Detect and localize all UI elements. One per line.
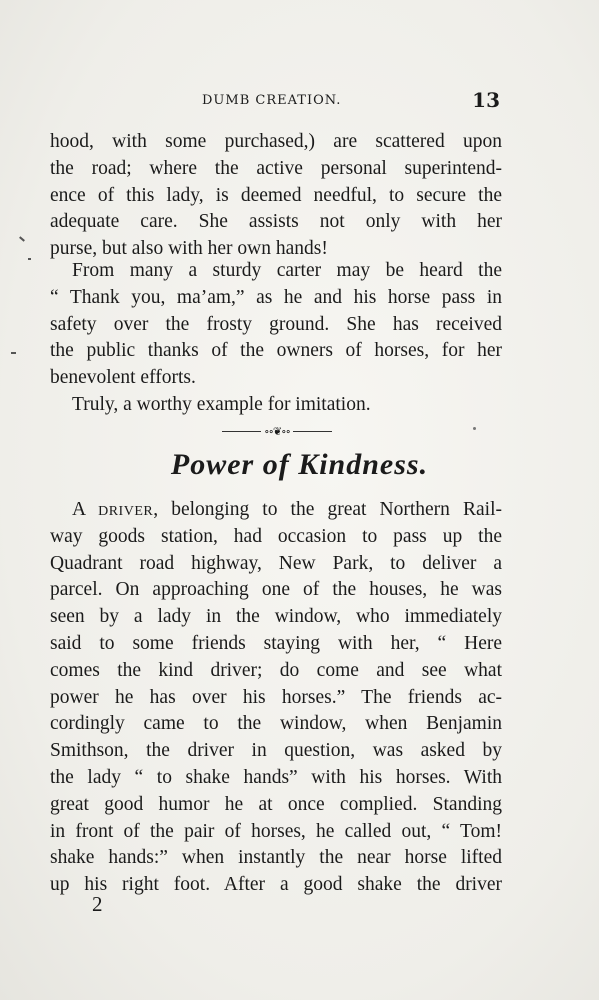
paragraph-2 <box>50 258 502 392</box>
page-number: 13 <box>472 88 500 112</box>
margin-mark <box>11 352 16 354</box>
section-ornament <box>222 423 332 439</box>
margin-mark <box>19 236 25 241</box>
ornament-flourish: ∘∘❦∘∘ <box>264 424 290 438</box>
text-line: Quadrant road highway, New Park, to deliver a <box>50 552 502 574</box>
paragraph-3 <box>50 392 502 419</box>
text-line: comes the kind driver; do come and see what <box>50 659 502 681</box>
text-line: shake hands:” when instantly the near horse lifted <box>50 847 502 869</box>
text-line: safety over the frosty ground. She has received <box>50 313 502 335</box>
text-line: in front of the pair of horses, he called out, “ Tom! <box>50 820 502 842</box>
margin-dot <box>473 427 476 430</box>
text-line: seen by a lady in the window, who immediately <box>50 606 502 628</box>
lead-letter: A <box>72 499 99 520</box>
text-line: ence of this lady, is deemed needful, to secure the <box>50 184 502 206</box>
text-line: the lady “ to shake hands” with his horses. With <box>50 766 502 788</box>
running-head <box>50 88 500 112</box>
text-line: power he has over his horses.” The friends ac- <box>50 686 502 708</box>
text-line: way goods station, had occasion to pass up the <box>50 525 502 547</box>
text-line: said to some friends staying with her, “ Here <box>50 632 502 654</box>
text-line: hood, with some purchased,) are scattered upon <box>50 131 502 152</box>
text-line: From many a sturdy carter may be heard the <box>72 260 502 281</box>
ornament-rule <box>222 431 261 432</box>
ornament-rule <box>293 431 332 432</box>
lead-smallcaps: driver <box>98 499 154 520</box>
running-title: DUMB CREATION. <box>202 93 342 108</box>
text-line: adequate care. She assists not only with her <box>50 211 502 233</box>
lead-rest: , belonging to the great Northern Rail- <box>153 499 502 520</box>
text-line: parcel. On approaching one of the houses, he was <box>50 579 502 601</box>
text-line: purse, but also with her own hands! <box>50 238 328 260</box>
signature-mark: 2 <box>92 892 103 916</box>
text-line: Smithson, the driver in question, was asked by <box>50 740 502 762</box>
text-line: cordingly came to the window, when Benjamin <box>50 713 502 735</box>
text-line: up his right foot. After a good shake the driver <box>50 874 502 896</box>
text-line: benevolent efforts. <box>50 367 196 389</box>
paragraph-4 <box>50 497 502 899</box>
text-line: Truly, a worthy example for imitation. <box>72 394 371 415</box>
text-line: great good humor he at once complied. Standing <box>50 793 502 815</box>
text-line: “ Thank you, ma’am,” as he and his horse pass in <box>50 286 502 308</box>
text-line <box>50 497 502 524</box>
text-line: the public thanks of the owners of horses, for her <box>50 340 502 362</box>
text-line: the road; where the active personal superintend- <box>50 157 502 179</box>
paragraph-1 <box>50 129 502 263</box>
margin-mark <box>28 258 31 260</box>
section-heading: Power of Kindness. <box>170 448 429 481</box>
